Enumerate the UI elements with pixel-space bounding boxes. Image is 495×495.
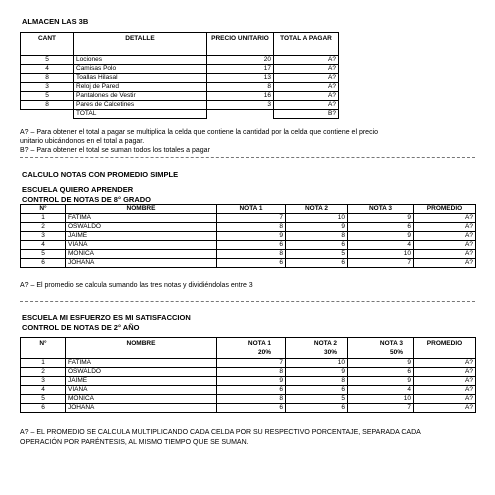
precio-cell: 16 [207, 92, 274, 101]
nota2-cell: 9 [286, 223, 348, 232]
table-row [21, 404, 476, 413]
nota3-cell: 9 [348, 359, 414, 368]
nota3-cell: 6 [348, 368, 414, 377]
promedio-cell: A? [414, 377, 476, 386]
almacen-header-total: TOTAL A PAGAR [274, 33, 339, 56]
nombre-cell: JOHANA [66, 404, 217, 413]
nota2-cell: 6 [286, 386, 348, 395]
precio-cell: 13 [207, 74, 274, 83]
nota1-label: NOTA 1 [247, 340, 271, 347]
almacen-table [20, 32, 339, 119]
nota1-cell: 9 [217, 377, 286, 386]
almacen-note-a: A? – Para obtener el total a pagar se multiplica la celda que contiene la cantidad por la celda que contiene el precio [20, 129, 379, 136]
cant-cell: 5 [21, 56, 74, 65]
promedio-cell: A? [414, 359, 476, 368]
nota3-cell: 10 [348, 395, 414, 404]
empty-cell [207, 110, 274, 119]
cant-cell: 5 [21, 92, 74, 101]
simple-header-promedio: PROMEDIO [414, 205, 476, 214]
ponderado-table [20, 337, 476, 413]
nota2-cell: 8 [286, 377, 348, 386]
table-row [21, 250, 476, 259]
ponderado-header-num: N° [21, 338, 66, 359]
nombre-cell: VIANA [66, 241, 217, 250]
num-cell: 4 [21, 241, 66, 250]
detalle-cell: Toallas Hilasal [74, 74, 207, 83]
simple-header-nota1: NOTA 1 [217, 205, 286, 214]
nota1-cell: 7 [217, 214, 286, 223]
nota3-label: NOTA 3 [379, 340, 403, 347]
nota1-cell: 6 [217, 404, 286, 413]
table-row [21, 232, 476, 241]
cant-cell: 3 [21, 83, 74, 92]
num-cell: 5 [21, 395, 66, 404]
num-cell: 3 [21, 377, 66, 386]
nota3-cell: 9 [348, 214, 414, 223]
table-row [21, 259, 476, 268]
num-cell: 5 [21, 250, 66, 259]
total-cell: A? [274, 101, 339, 110]
num-cell: 2 [21, 368, 66, 377]
table-row [21, 83, 339, 92]
almacen-header-detalle: DETALLE [74, 33, 207, 56]
nota2-label: NOTA 2 [313, 340, 337, 347]
ponderado-note-2: OPERACIÓN POR PARÉNTESIS, AL MISMO TIEMPO QUE SE SUMAN. [20, 439, 249, 446]
almacen-note-b: B? – Para obtener el total se suman todos los totales a pagar [20, 147, 210, 154]
num-cell: 3 [21, 232, 66, 241]
num-cell: 6 [21, 259, 66, 268]
nota3-cell: 4 [348, 386, 414, 395]
total-cell: A? [274, 92, 339, 101]
table-row [21, 56, 339, 65]
total-cell: A? [274, 65, 339, 74]
separator [20, 157, 475, 158]
nombre-cell: FATIMA [66, 359, 217, 368]
nota2-cell: 5 [286, 395, 348, 404]
nota2-cell: 10 [286, 359, 348, 368]
total-label: TOTAL [74, 110, 207, 119]
promedio-cell: A? [414, 250, 476, 259]
nota1-cell: 9 [217, 232, 286, 241]
nota1-cell: 6 [217, 241, 286, 250]
nombre-cell: VIANA [66, 386, 217, 395]
nombre-cell: MONICA [66, 250, 217, 259]
detalle-cell: Camisas Polo [74, 65, 207, 74]
table-row [21, 368, 476, 377]
precio-cell: 20 [207, 56, 274, 65]
ponderado-header-nota1 [217, 338, 286, 359]
nota1-cell: 8 [217, 250, 286, 259]
total-row [21, 110, 339, 119]
cant-cell: 4 [21, 65, 74, 74]
num-cell: 2 [21, 223, 66, 232]
nombre-cell: OSWALDO [66, 368, 217, 377]
nombre-cell: JAIME [66, 232, 217, 241]
nota3-cell: 7 [348, 259, 414, 268]
table-row [21, 386, 476, 395]
table-row [21, 92, 339, 101]
simple-note: A? – El promedio se calcula sumando las tres notas y dividiéndolas entre 3 [20, 282, 253, 289]
promedio-cell: A? [414, 232, 476, 241]
nota1-weight: 20% [257, 349, 271, 356]
num-cell: 6 [21, 404, 66, 413]
precio-cell: 3 [207, 101, 274, 110]
nota1-cell: 6 [217, 259, 286, 268]
promedio-cell: A? [414, 395, 476, 404]
simple-title: CALCULO NOTAS CON PROMEDIO SIMPLE [22, 170, 179, 179]
promedio-cell: A? [414, 241, 476, 250]
table-row [21, 359, 476, 368]
table-row [21, 241, 476, 250]
nota2-cell: 6 [286, 241, 348, 250]
nota3-cell: 4 [348, 241, 414, 250]
ponderado-control: CONTROL DE NOTAS DE 2° AÑO [22, 323, 140, 332]
detalle-cell: Pantalones de Vestir [74, 92, 207, 101]
ponderado-school: ESCUELA MI ESFUERZO ES MI SATISFACCION [22, 313, 191, 322]
promedio-cell: A? [414, 259, 476, 268]
nota1-cell: 8 [217, 223, 286, 232]
promedio-cell: A? [414, 214, 476, 223]
nota3-cell: 7 [348, 404, 414, 413]
num-cell: 1 [21, 214, 66, 223]
table-row [21, 74, 339, 83]
total-value: B? [274, 110, 339, 119]
nota1-cell: 6 [217, 386, 286, 395]
table-row [21, 223, 476, 232]
simple-header-nota3: NOTA 3 [348, 205, 414, 214]
empty-cell [21, 110, 74, 119]
promedio-cell: A? [414, 368, 476, 377]
simple-control: CONTROL DE NOTAS DE 8° GRADO [22, 195, 151, 204]
ponderado-header-promedio: PROMEDIO [414, 338, 476, 359]
nota2-cell: 8 [286, 232, 348, 241]
nota2-cell: 6 [286, 259, 348, 268]
table-row [21, 101, 339, 110]
nombre-cell: JAIME [66, 377, 217, 386]
num-cell: 4 [21, 386, 66, 395]
nota1-cell: 8 [217, 368, 286, 377]
nota2-cell: 6 [286, 404, 348, 413]
nota3-cell: 9 [348, 377, 414, 386]
nota3-weight: 50% [389, 349, 403, 356]
almacen-title: ALMACEN LAS 3B [22, 17, 89, 26]
almacen-header-cant: CANT [21, 33, 74, 56]
detalle-cell: Lociones [74, 56, 207, 65]
almacen-header-row [21, 33, 339, 56]
detalle-cell: Pares de Calcetines [74, 101, 207, 110]
almacen-header-precio: PRECIO UNITARIO [207, 33, 274, 56]
promedio-cell: A? [414, 386, 476, 395]
cant-cell: 8 [21, 74, 74, 83]
total-cell: A? [274, 74, 339, 83]
precio-cell: 17 [207, 65, 274, 74]
nota1-cell: 8 [217, 395, 286, 404]
table-row [21, 65, 339, 74]
nombre-cell: MONICA [66, 395, 217, 404]
simple-header-nota2: NOTA 2 [286, 205, 348, 214]
simple-school: ESCUELA QUIERO APRENDER [22, 185, 134, 194]
nombre-cell: FATIMA [66, 214, 217, 223]
nota2-weight: 30% [323, 349, 337, 356]
table-row [21, 377, 476, 386]
nota2-cell: 9 [286, 368, 348, 377]
nota3-cell: 6 [348, 223, 414, 232]
nota2-cell: 5 [286, 250, 348, 259]
ponderado-note-1: A? – EL PROMEDIO SE CALCULA MULTIPLICANDO CADA CELDA POR SU RESPECTIVO PORCENTAJE, SEPARADA CADA [20, 429, 421, 436]
nota3-cell: 9 [348, 232, 414, 241]
total-cell: A? [274, 83, 339, 92]
nota3-cell: 10 [348, 250, 414, 259]
nota1-cell: 7 [217, 359, 286, 368]
almacen-note-a2: unitario ubicándonos en el total a pagar. [20, 138, 145, 145]
simple-table [20, 204, 476, 268]
simple-header-row [21, 205, 476, 214]
separator [20, 301, 475, 302]
table-row [21, 214, 476, 223]
cant-cell: 8 [21, 101, 74, 110]
promedio-cell: A? [414, 404, 476, 413]
total-cell: A? [274, 56, 339, 65]
nota2-cell: 10 [286, 214, 348, 223]
ponderado-header-nota2 [286, 338, 348, 359]
ponderado-header-row [21, 338, 476, 359]
simple-header-nombre: NOMBRE [66, 205, 217, 214]
num-cell: 1 [21, 359, 66, 368]
nombre-cell: JOHANA [66, 259, 217, 268]
table-row [21, 395, 476, 404]
ponderado-header-nombre: NOMBRE [66, 338, 217, 359]
precio-cell: 8 [207, 83, 274, 92]
ponderado-header-nota3 [348, 338, 414, 359]
detalle-cell: Reloj de Pared [74, 83, 207, 92]
nombre-cell: OSWALDO [66, 223, 217, 232]
promedio-cell: A? [414, 223, 476, 232]
simple-header-num: N° [21, 205, 66, 214]
